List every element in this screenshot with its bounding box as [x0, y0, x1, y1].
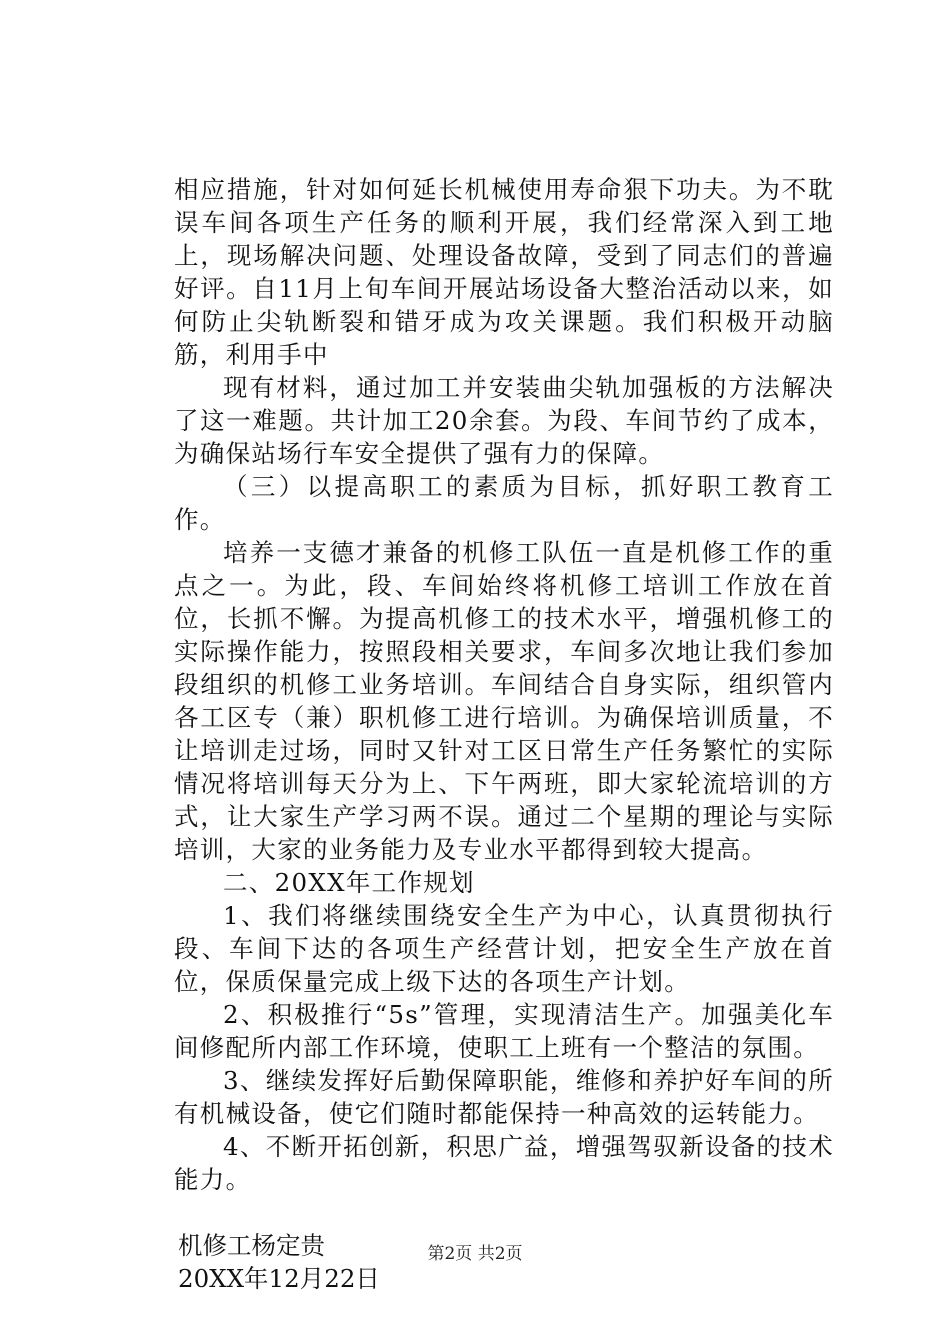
paragraph-materials: 现有材料，通过加工并安装曲尖轨加强板的方法解决了这一难题。共计加工20余套。为段、车间节约了成本，为确保站场行车安全提供了强有力的保障。 [174, 373, 834, 468]
plan-item-2: 2、积极推行“5s”管理，实现清洁生产。加强美化车间修配所内部工作环境，使职工上班有一个整洁的氛围。 [174, 1000, 834, 1062]
page-number-footer: 第2页 共2页 [427, 1244, 523, 1264]
document-body [174, 173, 834, 1295]
paragraph-measures-continued: 相应措施，针对如何延长机械使用寿命狠下功夫。为不耽误车间各项生产任务的顺利开展，我们经常深入到工地上，现场解决问题、处理设备故障，受到了同志们的普遍好评。自11月上旬车间开展站场设备大整治活动以来，如何防止尖轨断裂和错牙成为攻关课题。我们积极开动脑筋，利用手中 [174, 175, 834, 369]
signature-date: 20XX年12月22日 [178, 1264, 380, 1293]
plan-item-1: 1、我们将继续围绕安全生产为中心，认真贯彻执行段、车间下达的各项生产经营计划，把安全生产放在首位，保质保量完成上级下达的各项生产计划。 [174, 901, 834, 996]
plan-item-3: 3、继续发挥好后勤保障职能，维修和养护好车间的所有机械设备，使它们随时都能保持一种高效的运转能力。 [174, 1066, 834, 1128]
signature-name: 机修工杨定贵 [178, 1231, 325, 1260]
section-heading-education: （三）以提高职工的素质为目标，抓好职工教育工作。 [174, 472, 834, 534]
spacer [174, 1196, 834, 1229]
plan-item-4: 4、不断开拓创新，积思广益，增强驾驭新设备的技术能力。 [174, 1132, 834, 1194]
section-heading-plan: 二、20XX年工作规划 [223, 868, 475, 897]
paragraph-training: 培养一支德才兼备的机修工队伍一直是机修工作的重点之一。为此，段、车间始终将机修工培训工作放在首位，长抓不懈。为提高机修工的技术水平，增强机修工的实际操作能力，按照段相关要求，车间多次地让我们参加段组织的机修工业务培训。车间结合自身实际，组织管内各工区专（兼）职机修工进行培训。为确保培训质量，不让培训走过场，同时又针对工区日常生产任务繁忙的实际情况将培训每天分为上、下午两班，即大家轮流培训的方式，让大家生产学习两不误。通过二个星期的理论与实际培训，大家的业务能力及专业水平都得到较大提高。 [174, 538, 834, 864]
